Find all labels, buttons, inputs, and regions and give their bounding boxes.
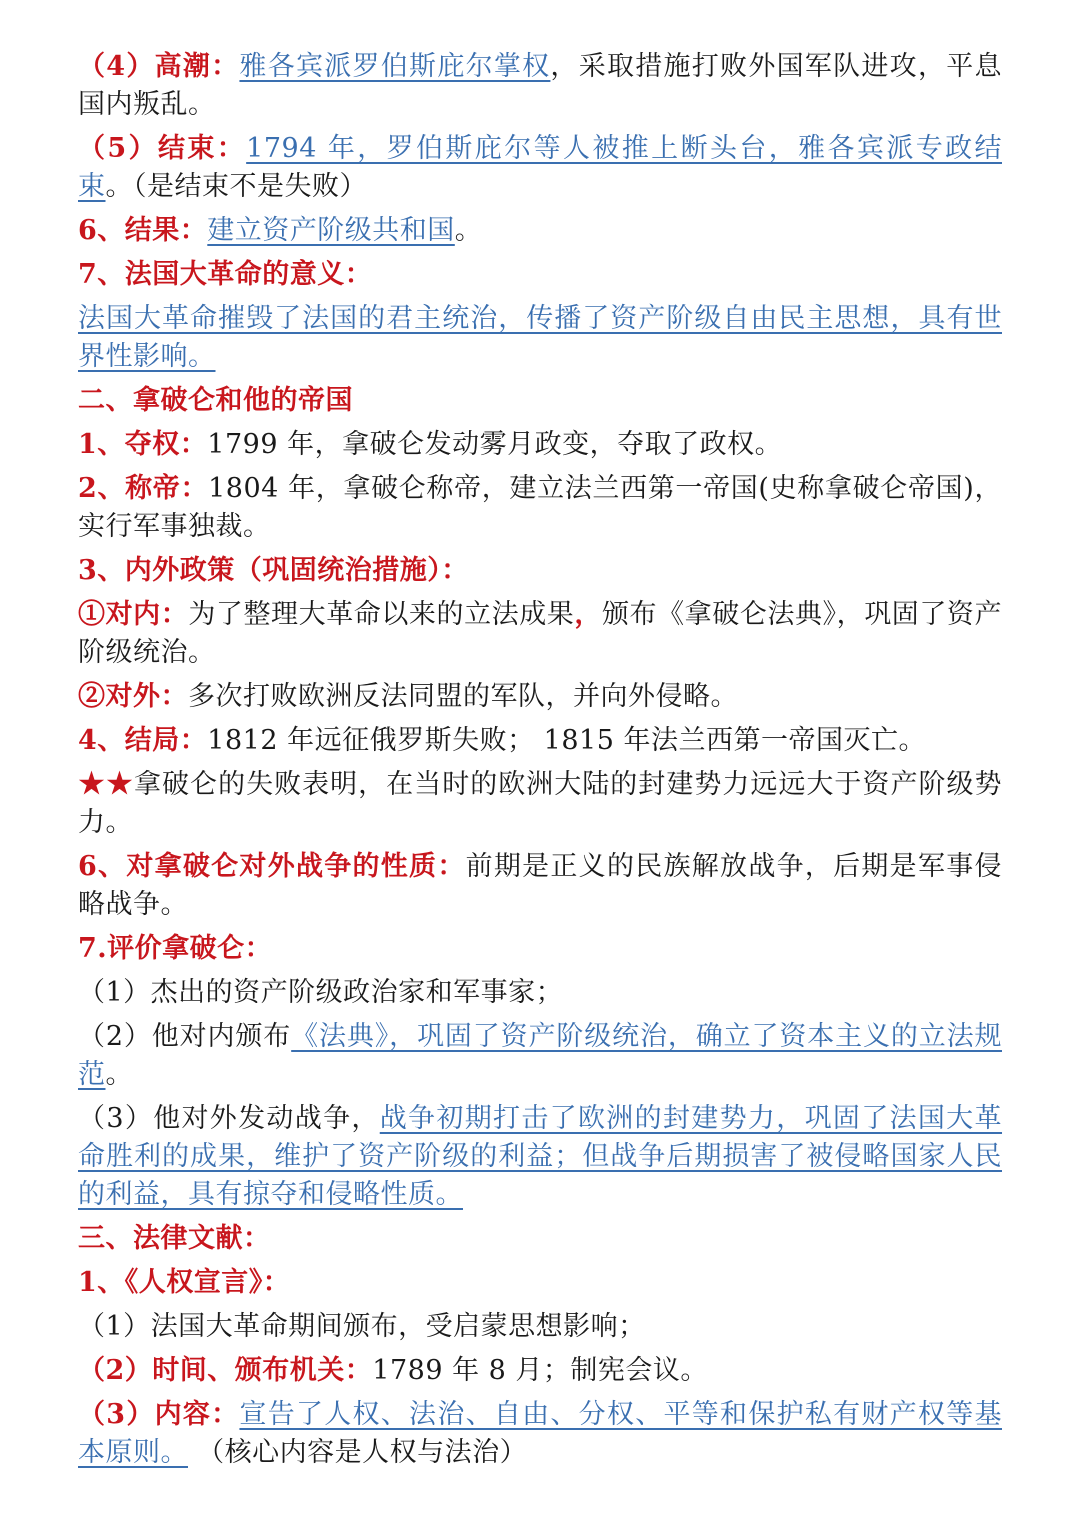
- paragraph-decl-2: [78, 1352, 1002, 1390]
- decl-2-text: 1789 年 8 月；制宪会议。: [372, 1355, 708, 1386]
- heading-significance: [78, 256, 1002, 294]
- seize-power-label: 1、夺权：: [78, 429, 208, 460]
- emperor-text: 1804 年，拿破仑称帝，建立法兰西第一帝国(史称拿破仑帝国)，实行军事独裁。: [78, 473, 1002, 542]
- paragraph-end: [78, 130, 1002, 206]
- domestic-text-2: 颁布《拿破仑法典》，巩固了资产阶级统治。: [78, 599, 1003, 668]
- paragraph-emperor: [78, 470, 1002, 546]
- paragraph-foreign: [78, 678, 1002, 716]
- paragraph-war-nature: [78, 848, 1002, 924]
- heading-evaluation: [78, 930, 1002, 968]
- result-answer: 建立资产阶级共和国: [207, 215, 455, 246]
- eval-2-end: 。: [105, 1059, 133, 1090]
- result-label: 6、结果：: [78, 215, 208, 246]
- paragraph-eval-3: [78, 1100, 1002, 1214]
- paragraph-climax: [78, 48, 1002, 124]
- domestic-label: ①对内：: [78, 599, 189, 630]
- domestic-comma: ，: [574, 599, 602, 630]
- climax-text: ，采取措施打败外国军队进攻，平息国内叛乱。: [78, 51, 1003, 120]
- eval-2-text: （2）他对内颁布: [78, 1021, 292, 1052]
- paragraph-seize-power: [78, 426, 1002, 464]
- decl-3-label: （3）内容：: [78, 1399, 240, 1430]
- decl-3-text: （核心内容是人权与法治）: [188, 1437, 528, 1468]
- paragraph-key-point: [78, 766, 1002, 842]
- decl-2-label: （2）时间、颁布机关：: [78, 1355, 373, 1386]
- foreign-label: ②对外：: [78, 681, 188, 712]
- paragraph-significance: [78, 300, 1002, 376]
- foreign-text: 多次打败欧洲反法同盟的军队，并向外侵略。: [188, 681, 738, 712]
- star-icon: ★★: [78, 769, 135, 800]
- paragraph-decl-3: [78, 1396, 1002, 1472]
- eval-2-answer: 《法典》，巩固了资产阶级统治，确立了资本主义的立法规范: [78, 1021, 1002, 1090]
- napoleon-heading: 二、拿破仑和他的帝国: [78, 385, 353, 416]
- decl-3-answer: 宣告了人权、法治、自由、分权、平等和保护私有财产权等基本原则。: [78, 1399, 1002, 1468]
- heading-policies: [78, 552, 1002, 590]
- key-point-text: 拿破仑的失败表明，在当时的欧洲大陆的封建势力远远大于资产阶级势力。: [78, 769, 1002, 838]
- evaluation-label: 7.评价拿破仑：: [78, 933, 273, 964]
- war-nature-text: 前期是正义的民族解放战争，后期是军事侵略战争。: [78, 851, 1002, 920]
- heading-declaration: [78, 1264, 1002, 1302]
- eval-3-text: （3）他对外发动战争，: [78, 1103, 380, 1134]
- climax-answer: 雅各宾派罗伯斯庇尔掌权: [239, 51, 551, 82]
- outcome-label: 4、结局：: [78, 725, 208, 756]
- domestic-text-1: 为了整理大革命以来的立法成果: [188, 599, 575, 630]
- war-nature-label: 6、对拿破仑对外战争的性质：: [78, 851, 466, 882]
- legal-heading: 三、法律文献：: [78, 1223, 271, 1254]
- paragraph-result: [78, 212, 1002, 250]
- eval-1-text: （1）杰出的资产阶级政治家和军事家；: [78, 977, 564, 1008]
- result-text: 。: [454, 215, 483, 246]
- section-heading-napoleon: [78, 382, 1002, 420]
- declaration-label: 1、《人权宣言》：: [78, 1267, 291, 1298]
- paragraph-decl-1: [78, 1308, 1002, 1346]
- significance-answer: 法国大革命摧毁了法国的君主统治，传播了资产阶级自由民主思想，具有世界性影响。: [78, 303, 1002, 372]
- eval-3-answer: 战争初期打击了欧洲的封建势力，巩固了法国大革命胜利的成果，维护了资产阶级的利益；但战争后期损害了被侵略国家人民的利益，具有掠夺和侵略性质。: [78, 1103, 1003, 1210]
- outcome-text: 1812 年远征俄罗斯失败； 1815 年法兰西第一帝国灭亡。: [207, 725, 926, 756]
- paragraph-eval-2: [78, 1018, 1002, 1094]
- emperor-label: 2、称帝：: [78, 473, 209, 504]
- significance-label: 7、法国大革命的意义：: [78, 259, 373, 290]
- end-label: （5）结束：: [78, 133, 247, 164]
- end-text: 。（是结束不是失败）: [105, 171, 367, 202]
- decl-1-text: （1）法国大革命期间颁布，受启蒙思想影响；: [78, 1311, 646, 1342]
- seize-power-text: 1799 年，拿破仑发动雾月政变，夺取了政权。: [207, 429, 783, 460]
- paragraph-domestic: [78, 596, 1002, 672]
- paragraph-eval-1: [78, 974, 1002, 1012]
- policies-label: 3、内外政策（巩固统治措施）：: [78, 555, 469, 586]
- end-answer: 1794 年，罗伯斯庇尔等人被推上断头台，雅各宾派专政结束: [78, 133, 1002, 202]
- climax-label: （4）高潮：: [78, 51, 240, 82]
- paragraph-outcome: [78, 722, 1002, 760]
- section-heading-legal: [78, 1220, 1002, 1258]
